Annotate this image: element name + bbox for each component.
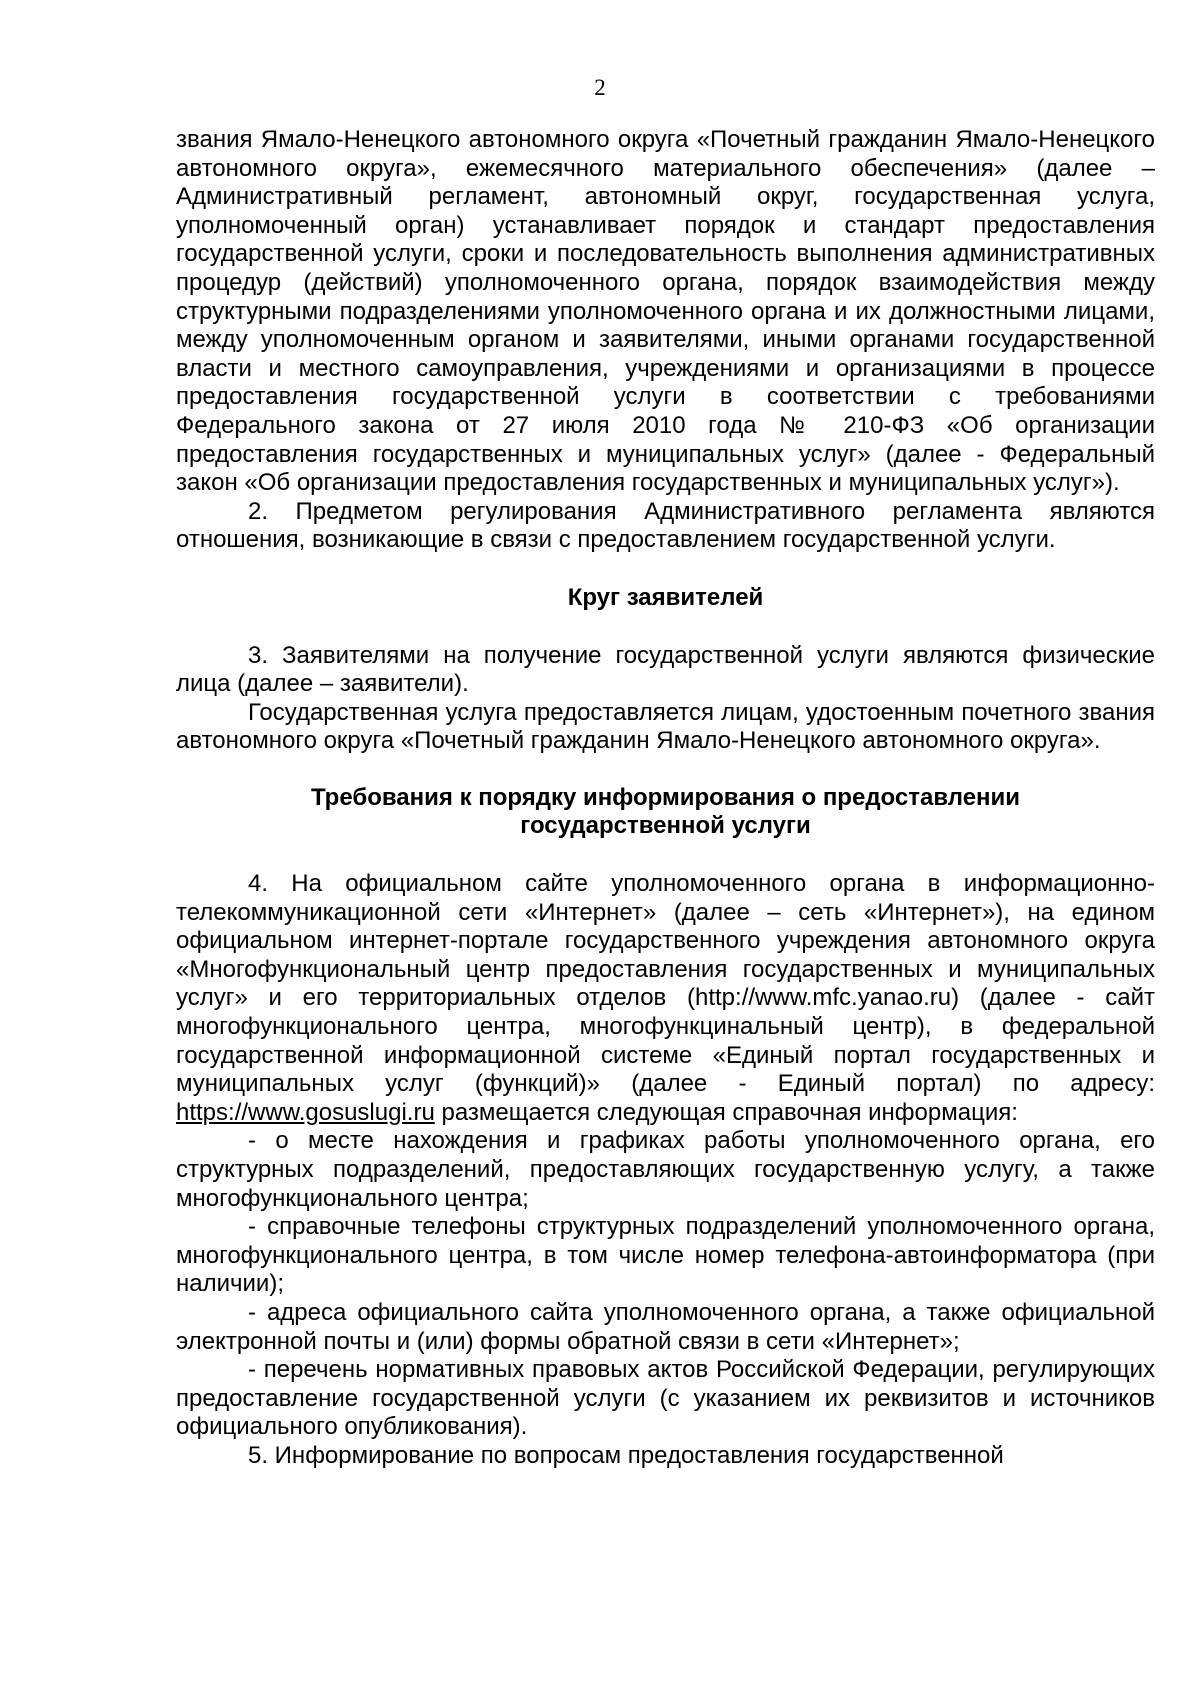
heading-info-requirements (176, 784, 1155, 841)
paragraph-3: 3. Заявителями на получение государственной услуги являются физические лица (далее – заявители). (176, 641, 1155, 698)
heading-info-requirements-line1: Требования к порядку информирования о предоставлении (310, 783, 1021, 811)
bullet-item-legal-acts: - перечень нормативных правовых актов Российской Федерации, регулирующих предоставление государственной услуги (с указанием их реквизитов и источников официального опубликования). (176, 1356, 1155, 1441)
heading-applicants: Круг заявителей (567, 583, 764, 611)
paragraph-4 (176, 870, 1155, 1127)
paragraph-2: 2. Предметом регулирования Административного регламента являются отношения, возникающие в связи с предоставлением государственной услуги. (176, 497, 1155, 554)
paragraph-4-text-end: размещается следующая справочная информация: (434, 1098, 1018, 1126)
bullet-item-addresses: - адреса официального сайта уполномоченного органа, а также официальной электронной почты и (или) формы обратной связи в сети «Интернет»; (176, 1298, 1155, 1355)
heading-info-requirements-line2: государственной услуги (520, 812, 811, 840)
bullet-item-location: - о месте нахождения и графиках работы уполномоченного органа, его структурных подразделений, предоставляющих государственную услугу, а также многофункционального центра; (176, 1127, 1155, 1212)
paragraph-4-text: 4. На официальном сайте уполномоченного органа в информационно-телекоммуникационной сети «Интернет» (далее – сеть «Интернет»), на едином официальном интернет-портале государственного учреждения автономного округа «Многофункциональный центр предоставления государственных и муниципальных услуг» и его территориальных отделов (http://www.mfc.yanao.ru) (далее - сайт многофункционального центра, многофункцинальный центр), в федеральной государственной информационной системе «Единый портал государственных и муниципальных услуг (функций)» (далее - Единый портал) по адресу: (176, 870, 1155, 1098)
intro-paragraph: звания Ямало-Ненецкого автономного округа «Почетный гражданин Ямало-Ненецкого автономного округа», ежемесячного материального обеспечения» (далее – Административный регламент, автономный округ, государственная услуга, уполномоченный орган) устанавливает порядок и стандарт предоставления государственной услуги, сроки и последовательность выполнения административных процедур (действий) уполномоченного органа, порядок взаимодействия между структурными подразделениями уполномоченного органа и их должностными лицами, между уполномоченным органом и заявителями, иными органами государственной власти и местного самоуправления, учреждениями и организациями в процессе предоставления государственной услуги в соответствии с требованиями Федерального закона от 27 июля 2010 года № 210-ФЗ «Об организации предоставления государственных и муниципальных услуг» (далее - Федеральный закон «Об организации предоставления государственных и муниципальных услуг»). (176, 126, 1155, 497)
page-number: 2 (594, 75, 606, 100)
gosuslugi-link[interactable]: https://www.gosuslugi.ru (176, 1098, 435, 1126)
paragraph-5: 5. Информирование по вопросам предоставления государственной (248, 1441, 1004, 1469)
bullet-item-phones: - справочные телефоны структурных подразделений уполномоченного органа, многофункционального центра, в том числе номер телефона-автоинформатора (при наличии); (176, 1213, 1155, 1298)
document-body (176, 126, 1155, 1471)
paragraph-3b: Государственная услуга предоставляется лицам, удостоенным почетного звания автономного округа «Почетный гражданин Ямало-Ненецкого автономного округа». (176, 698, 1155, 755)
